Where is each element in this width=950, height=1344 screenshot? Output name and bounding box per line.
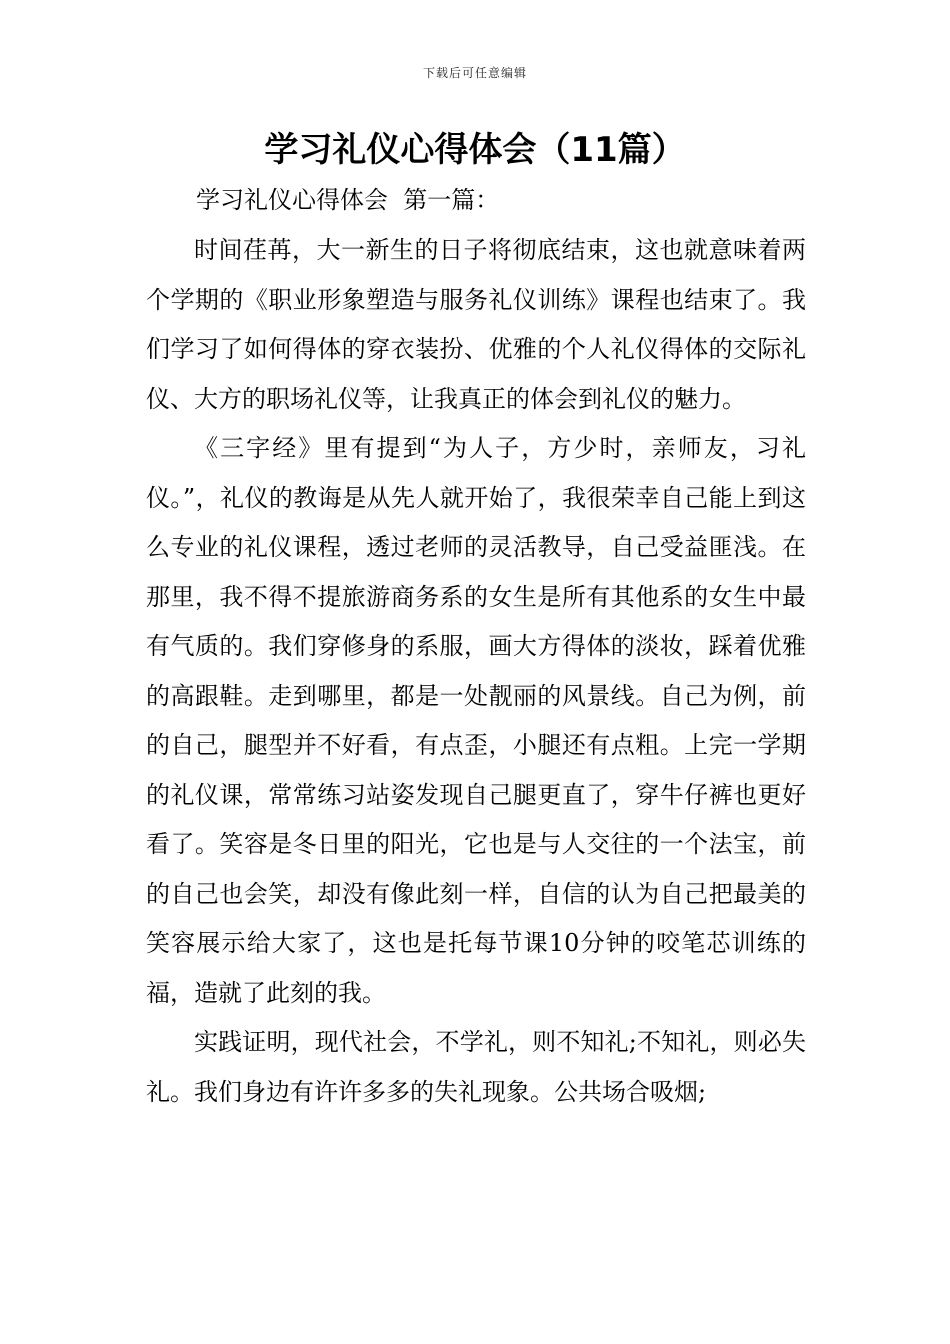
paragraph-1: 时间荏苒，大一新生的日子将彻底结束，这也就意味着两个学期的《职业形象塑造与服务礼仪训练》课程也结束了。我们学习了如何得体的穿衣装扮、优雅的个人礼仪得体的交际礼仪、大方的职场礼仪等，让我真正的体会到礼仪的魅力。 <box>146 236 806 413</box>
document-body <box>146 226 806 1117</box>
header-note: 下载后可任意编辑 <box>422 66 527 80</box>
document-title: 学习礼仪心得体会（11篇） <box>264 130 686 170</box>
section-heading: 学习礼仪心得体会 第一篇： <box>196 186 500 214</box>
paragraph-3: 实践证明，现代社会，不学礼，则不知礼;不知礼，则必失礼。我们身边有许许多多的失礼现象。公共场合吸烟; <box>146 1028 806 1106</box>
paragraph-2: 《三字经》里有提到“为人子，方少时，亲师友，习礼仪。”，礼仪的教诲是从先人就开始了，我很荣幸自己能上到这么专业的礼仪课程，透过老师的灵活教导，自己受益匪浅。在那里，我不得不提旅游商务系的女生是所有其他系的女生中最有气质的。我们穿修身的系服，画大方得体的淡妆，踩着优雅的高跟鞋。走到哪里，都是一处靓丽的风景线。自己为例，前的自己，腿型并不好看，有点歪，小腿还有点粗。上完一学期的礼仪课，常常练习站姿发现自己腿更直了，穿牛仔裤也更好看了。笑容是冬日里的阳光，它也是与人交往的一个法宝，前的自己也会笑，却没有像此刻一样，自信的认为自己把最美的笑容展示给大家了，这也是托每节课10分钟的咬笔芯训练的福，造就了此刻的我。 <box>146 434 806 1007</box>
